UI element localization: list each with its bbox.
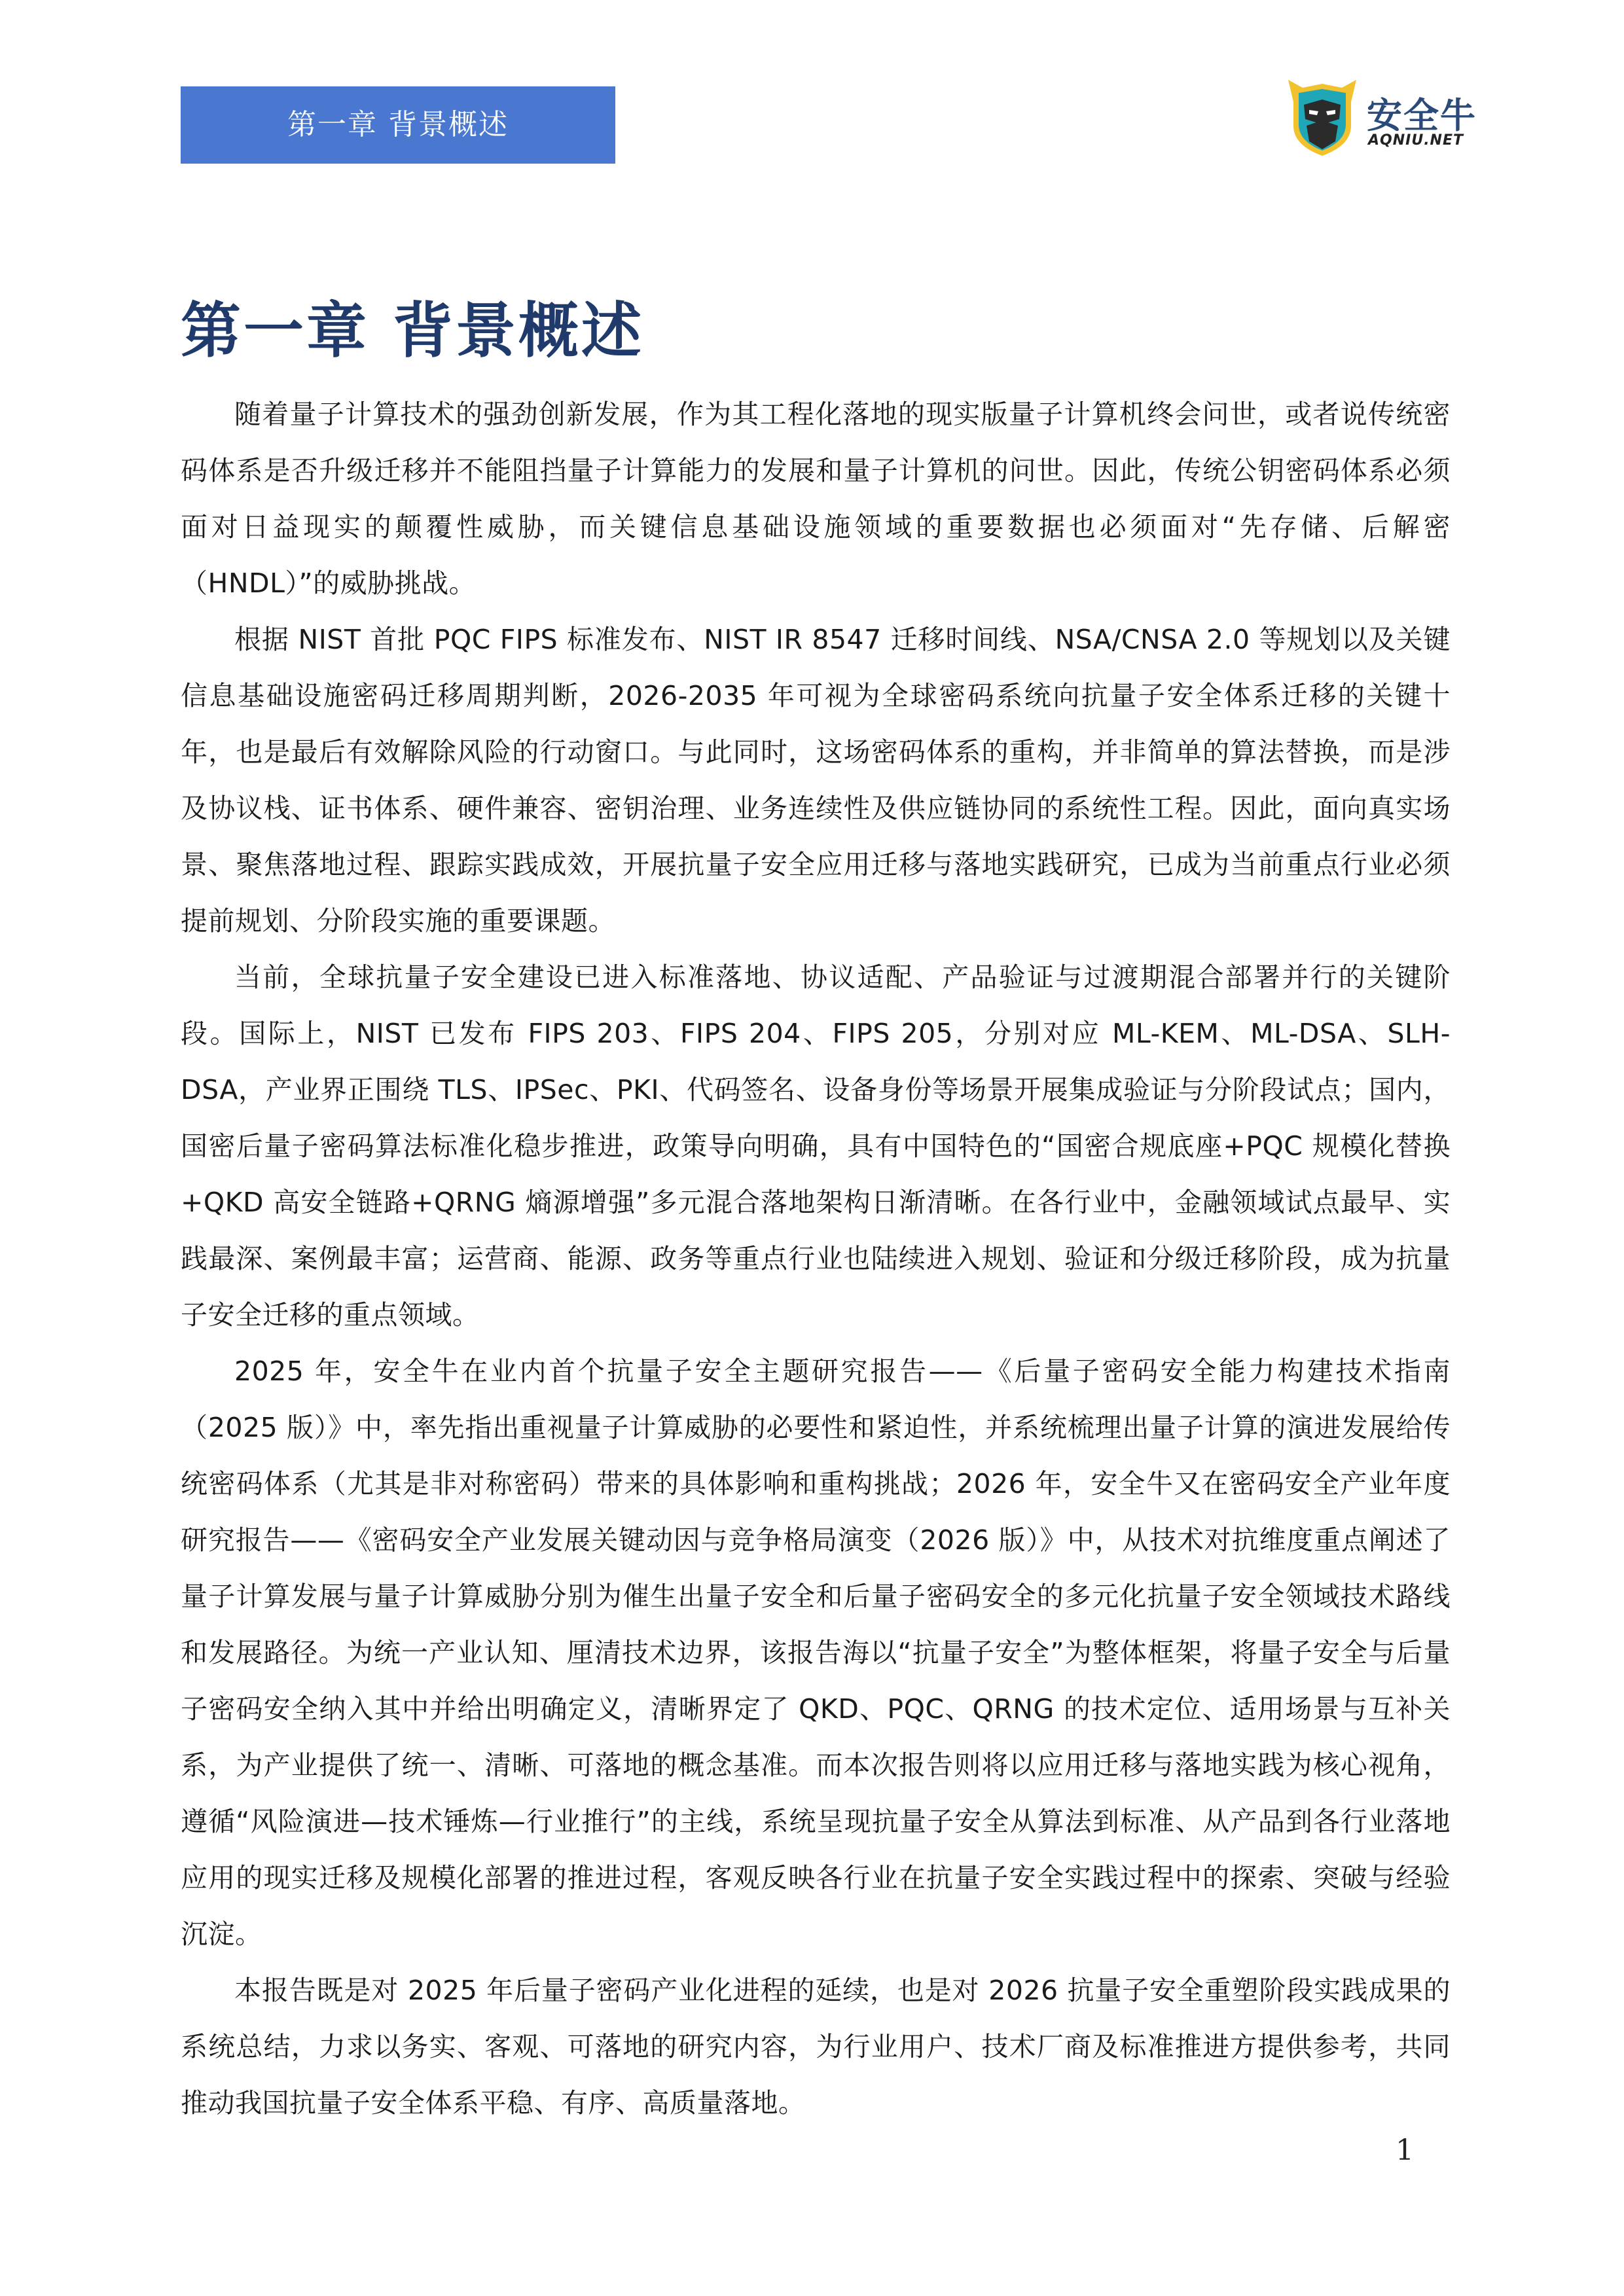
- paragraph-4: 2025 年，安全牛在业内首个抗量子安全主题研究报告——《后量子密码安全能力构建技术指南（2025 版）》中，率先指出重视量子计算威胁的必要性和紧迫性，并系统梳理出量子计算的演进发展给传统密码体系（尤其是非对称密码）带来的具体影响和重构挑战；2026 年，安全牛又在密码安全产业年度研究报告——《密码安全产业发展关键动因与竞争格局演变（2026 版）》中，从技术对抗维度重点阐述了量子计算发展与量子计算威胁分别为催生出量子安全和后量子密码安全的多元化抗量子安全领域技术路线和发展路径。为统一产业认知、厘清技术边界，该报告海以“抗量子安全”为整体框架，将量子安全与后量子密码安全纳入其中并给出明确定义，清晰界定了 QKD、PQC、QRNG 的技术定位、适用场景与互补关系，为产业提供了统一、清晰、可落地的概念基准。而本次报告则将以应用迁移与落地实践为核心视角，遵循“风险演进—技术锤炼—行业推行”的主线，系统呈现抗量子安全从算法到标准、从产品到各行业落地应用的现实迁移及规模化部署的推进过程，客观反映各行业在抗量子安全实践过程中的探索、突破与经验沉淀。: [181, 1355, 1451, 1950]
- logo-text-cn: 安全牛: [1367, 95, 1477, 136]
- chapter-title: 第一章 背景概述: [181, 296, 645, 366]
- logo-text-en: AQNIU.NET: [1368, 132, 1464, 149]
- page-number: 1: [1396, 2134, 1414, 2167]
- body-content: [181, 386, 1451, 2131]
- paragraph-5: 本报告既是对 2025 年后量子密码产业化进程的延续，也是对 2026 抗量子安全重塑阶段实践成果的系统总结，力求以务实、客观、可落地的研究内容，为行业用户、技术厂商及标准推进方提供参考，共同推动我国抗量子安全体系平稳、有序、高质量落地。: [181, 1975, 1451, 2119]
- paragraph-2: 根据 NIST 首批 PQC FIPS 标准发布、NIST IR 8547 迁移时间线、NSA/CNSA 2.0 等规划以及关键信息基础设施密码迁移周期判断，2026-2035 年可视为全球密码系统向抗量子安全体系迁移的关键十年，也是最后有效解除风险的行动窗口。与此同时，这场密码体系的重构，并非简单的算法替换，而是涉及协议栈、证书体系、硬件兼容、密钥治理、业务连续性及供应链协同的系统性工程。因此，面向真实场景、聚焦落地过程、跟踪实践成效，开展抗量子安全应用迁移与落地实践研究，已成为当前重点行业必须提前规划、分阶段实施的重要课题。: [181, 624, 1451, 937]
- paragraph-3: 当前，全球抗量子安全建设已进入标准落地、协议适配、产品验证与过渡期混合部署并行的关键阶段。国际上，NIST 已发布 FIPS 203、FIPS 204、FIPS 205，分别对应 ML-KEM、ML-DSA、SLH-DSA，产业界正围绕 TLS、IPSec、PKI、代码签名、设备身份等场景开展集成验证与分阶段试点；国内，国密后量子密码算法标准化稳步推进，政策导向明确，具有中国特色的“国密合规底座+PQC 规模化替换+QKD 高安全链路+QRNG 熵源增强”多元混合落地架构日渐清晰。在各行业中，金融领域试点最早、实践最深、案例最丰富；运营商、能源、政务等重点行业也陆续进入规划、验证和分级迁移阶段，成为抗量子安全迁移的重点领域。: [181, 961, 1451, 1331]
- aqniu-logo: [1283, 73, 1477, 158]
- chapter-header-tab: 第一章 背景概述: [181, 86, 615, 164]
- paragraph-1: 随着量子计算技术的强劲创新发展，作为其工程化落地的现实版量子计算机终会问世，或者说传统密码体系是否升级迁移并不能阻挡量子计算能力的发展和量子计算机的问世。因此，传统公钥密码体系必须面对日益现实的颠覆性威胁，而关键信息基础设施领域的重要数据也必须面对“先存储、后解密（HNDL）”的威胁挑战。: [181, 399, 1451, 599]
- bull-shield-icon: [1283, 73, 1362, 158]
